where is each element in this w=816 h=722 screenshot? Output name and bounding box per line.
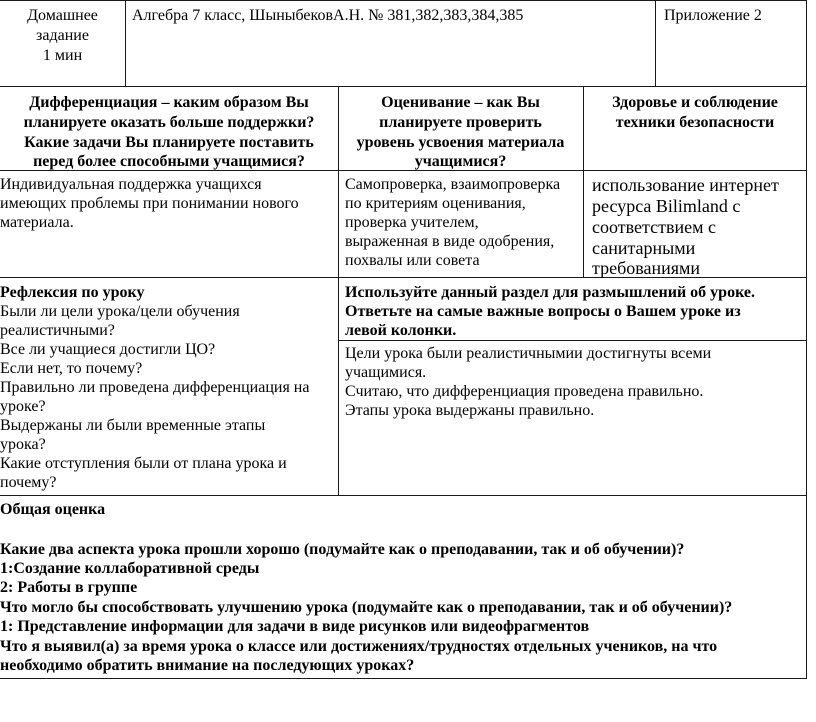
- assessment-text-line-1: Самопроверка, взаимопроверка: [345, 176, 561, 193]
- assessment-header-line-2: планируете проверить: [379, 114, 542, 131]
- reflection-instructions-line-1: Используйте данный раздел для размышлений об уроке.: [345, 284, 755, 301]
- reflection-question-6: уроке?: [0, 398, 46, 415]
- overall-line-2: 1:Создание коллаборативной среды: [0, 560, 260, 577]
- differentiation-header-line-1: Дифференциация – каким образом Вы: [29, 94, 309, 111]
- row1-divider-1: [125, 0, 126, 87]
- health-header-line-1: Здоровье и соблюдение: [612, 94, 778, 111]
- health-text-line-2: ресурса Bilimland с: [592, 196, 741, 216]
- health-header-line-2: техники безопасности: [615, 114, 775, 131]
- reflection-question-7: Выдержаны ли были временные этапы: [0, 417, 266, 434]
- overall-line-5: 1: Представление информации для задачи в виде рисунков или видеофрагментов: [0, 618, 590, 635]
- table-top-border: [0, 0, 807, 1]
- row1-bottom-border: [0, 86, 807, 87]
- reflection-question-4: Если нет, то почему?: [0, 360, 143, 377]
- homework-text: Алгебра 7 класс, ШыныбековА.Н. № 381,382,383,384,385: [132, 7, 524, 24]
- differentiation-header-line-4: перед более способными учащимися?: [33, 153, 305, 170]
- right-header-bottom-border: [338, 340, 807, 341]
- reflection-question-10: почему?: [0, 474, 57, 491]
- table-bottom-border: [0, 678, 807, 679]
- reflection-question-2: реалистичными?: [0, 322, 115, 339]
- differentiation-text-line-2: имеющих проблемы при понимании нового: [0, 195, 299, 212]
- appendix-label: Приложение 2: [664, 7, 762, 24]
- table-right-border: [806, 0, 807, 679]
- homework-label-line-1: Домашнее: [27, 7, 98, 24]
- differentiation-header-line-2: планируете оказать больше поддержки?: [23, 114, 315, 131]
- overall-assessment-title: Общая оценка: [0, 501, 106, 518]
- reflection-question-8: урока?: [0, 436, 46, 453]
- reflection-question-9: Какие отступления были от плана урока и: [0, 455, 287, 472]
- overall-line-1: Какие два аспекта урока прошли хорошо (подумайте как о преподавании, так и об обучении)?: [0, 541, 685, 558]
- row1-divider-2: [655, 0, 656, 87]
- overall-line-3: 2: Работы в группе: [0, 579, 138, 596]
- row4-bottom-border: [0, 495, 807, 496]
- health-text-line-3: соответствием с: [592, 217, 716, 237]
- reflection-question-3: Все ли учащиеся достигли ЦО?: [0, 341, 216, 358]
- reflection-title: Рефлексия по уроку: [0, 284, 145, 301]
- reflection-instructions-line-3: левой колонки.: [345, 322, 457, 339]
- overall-line-4: Что могло бы способствовать улучшению урока (подумайте как о преподавании, так и об обучении)?: [0, 599, 733, 616]
- assessment-header-line-4: учащимися?: [414, 153, 507, 170]
- reflection-question-5: Правильно ли проведена дифференциация на: [0, 379, 310, 396]
- reflection-answer-line-2: учащимися.: [345, 364, 427, 381]
- assessment-text-line-5: похвалы или совета: [345, 252, 480, 269]
- assessment-header-line-1: Оценивание – как Вы: [381, 94, 540, 111]
- differentiation-text-line-1: Индивидуальная поддержка учащихся: [0, 176, 262, 193]
- assessment-text-line-4: выраженная в виде одобрения,: [345, 233, 555, 250]
- health-text-line-5: требованиями: [592, 258, 701, 278]
- reflection-answer-line-1: Цели урока были реалистичнымии достигнуты всеми: [345, 345, 712, 362]
- reflection-question-1: Были ли цели урока/цели обучения: [0, 303, 240, 320]
- health-text-line-4: санитарными: [592, 238, 696, 258]
- assessment-text-line-3: проверка учителем,: [345, 214, 479, 231]
- homework-label-line-3: 1 мин: [42, 47, 83, 64]
- health-text-line-1: использование интернет: [592, 175, 779, 195]
- overall-line-7: необходимо обратить внимание на последующих уроках?: [0, 657, 415, 674]
- differentiation-header-line-3: Какие задачи Вы планируете поставить: [24, 134, 314, 151]
- reflection-answer-line-4: Этапы урока выдержаны правильно.: [345, 402, 595, 419]
- homework-label-line-2: задание: [36, 27, 89, 44]
- assessment-header-line-3: уровень усвоения материала: [356, 134, 565, 151]
- differentiation-text-line-3: материала.: [0, 214, 74, 231]
- assessment-text-line-2: по критериям оценивания,: [345, 195, 526, 212]
- reflection-answer-line-3: Считаю, что дифференциация проведена правильно.: [345, 383, 704, 400]
- reflection-instructions-line-2: Ответьте на самые важные вопросы о Вашем уроке из: [345, 303, 741, 320]
- overall-line-6: Что я выявил(а) за время урока о классе или достижениях/трудностях отдельных учеников, на что: [0, 638, 718, 655]
